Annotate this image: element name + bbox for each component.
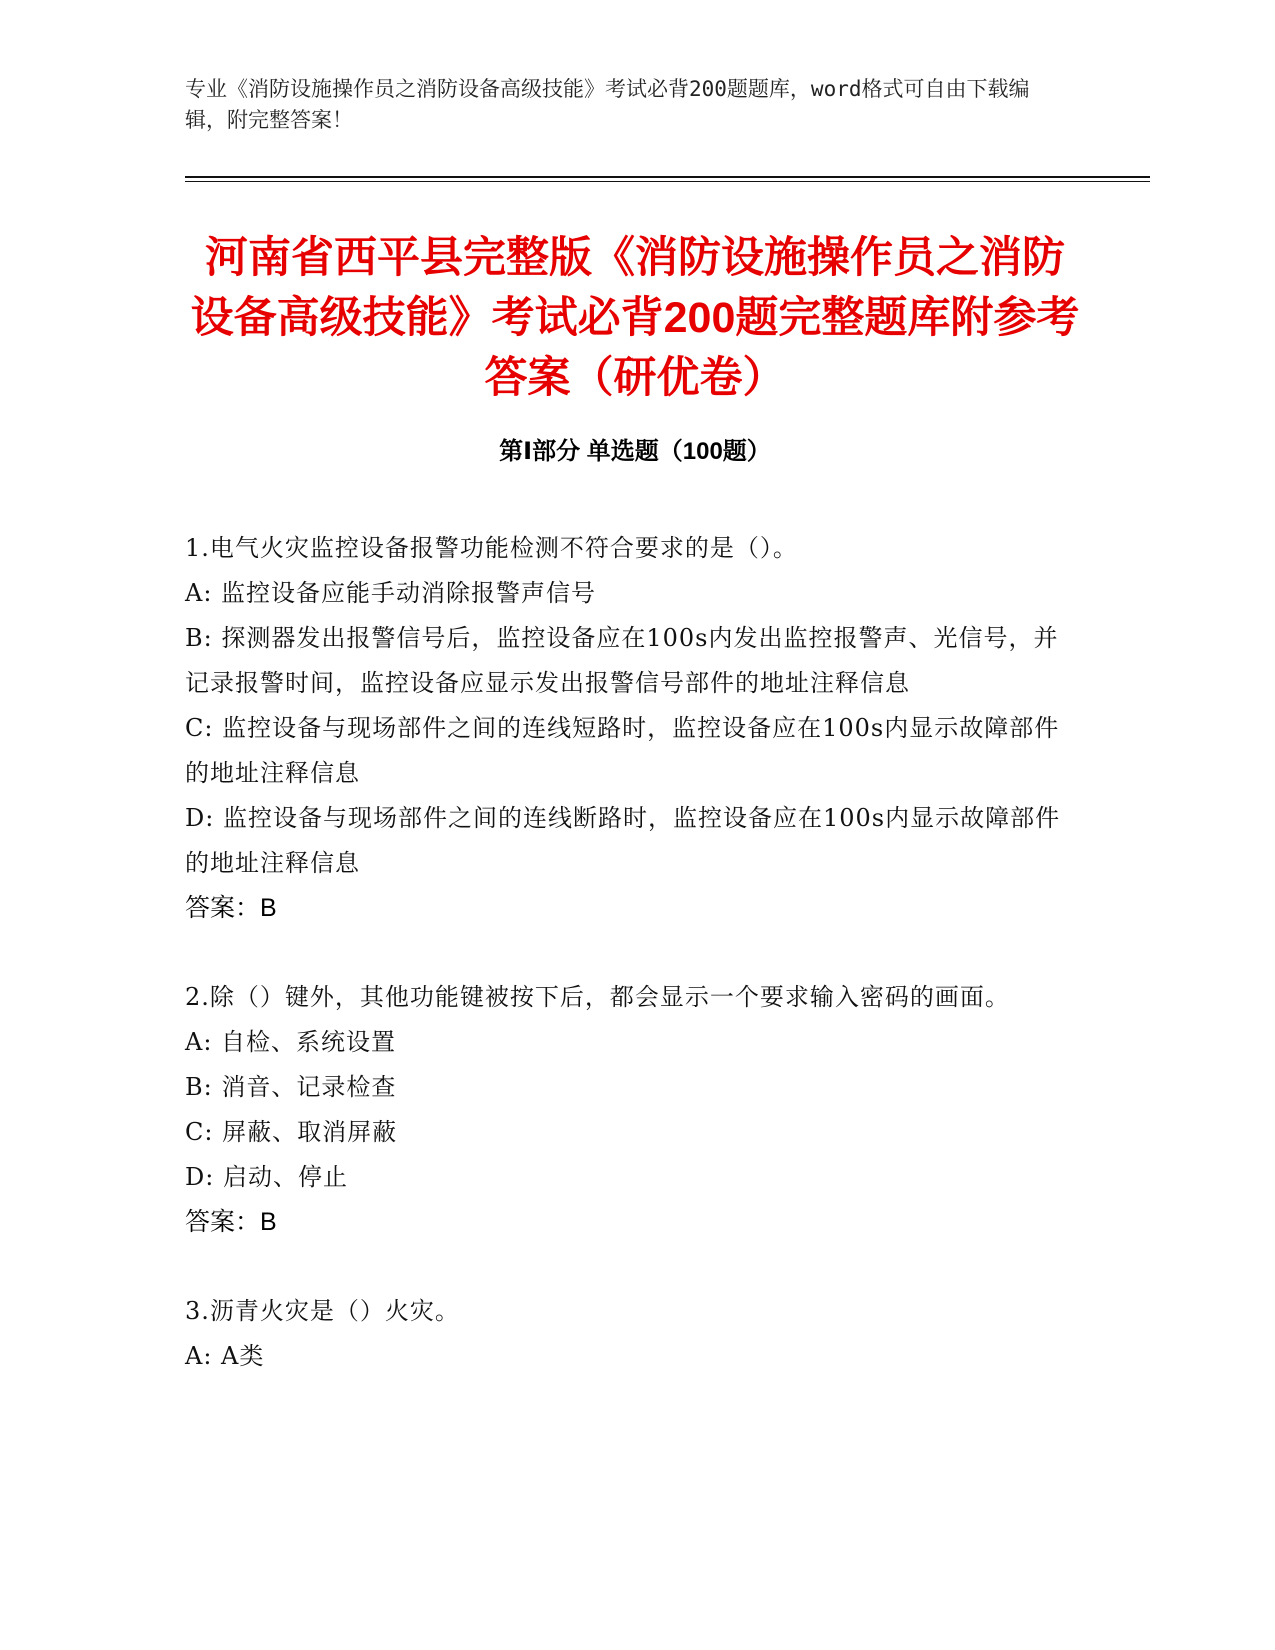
option-c: C: 屏蔽、取消屏蔽	[185, 1118, 398, 1146]
section-heading: 第Ⅰ部分 单选题（100题）	[499, 438, 771, 465]
option-d: D: 启动、停止	[185, 1163, 348, 1191]
option-a: A: 监控设备应能手动消除报警声信号	[185, 579, 597, 607]
option-b: B: 探测器发出报警信号后，监控设备应在100s内发出监控报警声、光信号，并记录报警时间，监控设备应显示发出报警信号部件的地址注释信息	[185, 624, 1059, 697]
question-2	[185, 975, 1065, 1245]
header-divider-thin	[185, 181, 1150, 182]
answer: 答案：B	[185, 1208, 277, 1236]
question-1	[185, 526, 1065, 931]
header-note: 专业《消防设施操作员之消防设备高级技能》考试必背200题题库，word格式可自由下载编辑，附完整答案！	[185, 77, 1030, 132]
option-a: A: 自检、系统设置	[185, 1028, 397, 1056]
question-stem: 2.除（）键外，其他功能键被按下后，都会显示一个要求输入密码的画面。	[185, 983, 1010, 1011]
answer: 答案：B	[185, 894, 277, 922]
option-a: A: A类	[185, 1342, 265, 1370]
document-title: 河南省西平县完整版《消防设施操作员之消防设备高级技能》考试必背200题完整题库附参考答案（研优卷）	[190, 234, 1080, 402]
question-stem: 3.沥青火灾是（）火灾。	[185, 1297, 460, 1325]
question-3	[185, 1289, 1065, 1379]
option-b: B: 消音、记录检查	[185, 1073, 397, 1101]
question-stem: 1.电气火灾监控设备报警功能检测不符合要求的是（）。	[185, 534, 798, 562]
option-c: C: 监控设备与现场部件之间的连线短路时，监控设备应在100s内显示故障部件的地址注释信息	[185, 714, 1060, 787]
option-d: D: 监控设备与现场部件之间的连线断路时，监控设备应在100s内显示故障部件的地址注释信息	[185, 804, 1061, 877]
header-divider	[185, 176, 1150, 178]
question-list	[185, 526, 1065, 1423]
